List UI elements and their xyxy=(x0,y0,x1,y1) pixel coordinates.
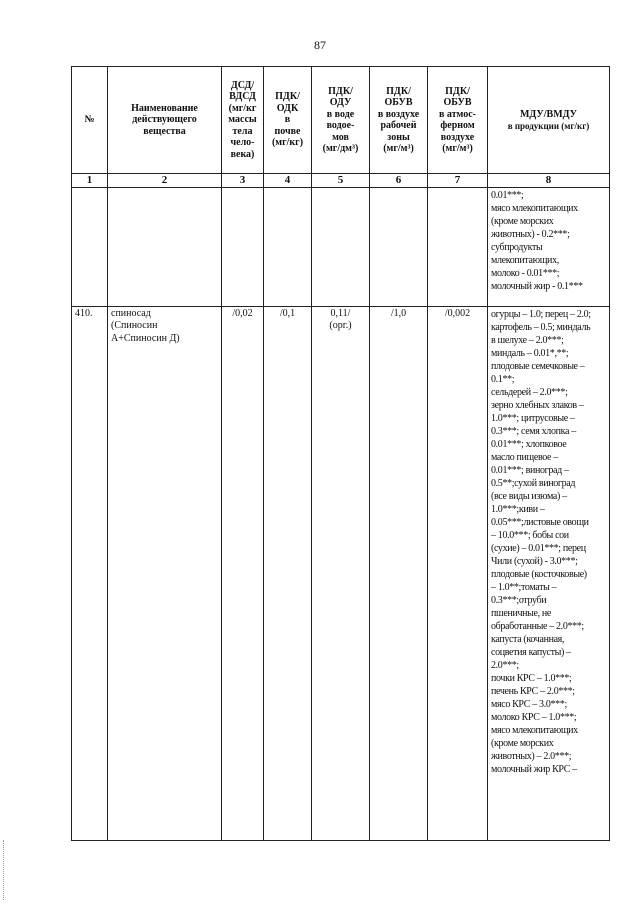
column-number: 4 xyxy=(264,174,312,188)
text-line: действующего xyxy=(132,114,197,126)
text-line: (все виды изюма) – xyxy=(491,490,567,502)
pdk-work-air-value xyxy=(370,187,428,306)
text-line: субпродукты xyxy=(491,241,543,253)
dsd-value xyxy=(222,187,264,306)
text-line: 0.01***; хлопковое xyxy=(491,438,567,450)
text-line: 0.05***;листовые овощи xyxy=(491,516,589,528)
text-line: зоны xyxy=(387,131,410,143)
text-line: 0.01***; xyxy=(491,189,524,201)
header-col-pdk-work-air xyxy=(370,67,428,174)
text-line: в атмос- xyxy=(438,108,476,120)
text-line: – 1.0**;томаты – xyxy=(491,581,557,593)
text-line: (мг/кг xyxy=(228,102,257,114)
text-line: в продукции (мг/кг) xyxy=(507,120,590,131)
text-line: ОДК xyxy=(276,102,299,114)
text-line: Наименование xyxy=(131,102,198,114)
text-line: в воздухе xyxy=(377,108,420,120)
pdk-atm-air-value: /0,002 xyxy=(428,306,488,840)
text-line: рабочей xyxy=(380,120,417,131)
text-line: тела xyxy=(232,125,253,137)
text-line: животных) - 0.2***; xyxy=(491,228,570,240)
text-line: сельдерей – 2.0***; xyxy=(491,386,568,398)
text-line: – 10.0***; бобы сои xyxy=(491,529,569,541)
text-line: миндаль – 0.01*,**; xyxy=(491,347,569,359)
scan-edge-marks xyxy=(3,840,8,900)
substance-table xyxy=(71,66,610,841)
text-line: 2.0***; xyxy=(491,659,519,671)
text-line: массы xyxy=(228,114,257,126)
text-line: 1.0***; цитрусовые – xyxy=(491,412,575,424)
pdk-soil-value xyxy=(264,187,312,306)
row-number: 410. xyxy=(72,306,108,840)
text-line: мясо КРС – 3.0***; xyxy=(491,698,567,710)
text-line: ПДК/ xyxy=(386,85,411,97)
text-line: ПДК/ xyxy=(275,91,300,103)
mdu-values xyxy=(488,187,610,306)
text-line: (орг.) xyxy=(329,320,352,332)
text-line: (сухие) – 0.01***; перец xyxy=(491,542,586,554)
text-line: (мг/дм³) xyxy=(322,143,359,154)
text-line: А+Спиносин Д) xyxy=(111,332,180,344)
text-line: животных) – 2.0***; xyxy=(491,750,572,762)
text-line: мясо млекопитающих xyxy=(491,202,578,214)
text-line: 0.01***; виноград – xyxy=(491,464,569,476)
text-line: масло пищевое – xyxy=(491,451,558,463)
header-col-number: № xyxy=(72,67,108,174)
text-line: ОБУВ xyxy=(443,97,472,108)
column-number: 1 xyxy=(72,174,108,188)
text-line: ОДУ xyxy=(329,97,352,108)
text-line: 0.1**; xyxy=(491,373,515,385)
text-line: (мг/м³) xyxy=(442,143,473,154)
header-row xyxy=(72,67,610,174)
mdu-values xyxy=(488,306,610,840)
text-line: огурцы – 1.0; перец – 2.0; xyxy=(491,308,591,320)
table-row xyxy=(72,187,610,306)
text-line: вещества xyxy=(143,125,186,137)
text-line: молоко - 0.01***; xyxy=(491,267,560,279)
pdk-atm-air-value xyxy=(428,187,488,306)
text-line: ОБУВ xyxy=(384,97,413,108)
text-line: (кроме морских xyxy=(491,215,554,227)
text-line: (мг/кг) xyxy=(271,137,304,149)
header-col-dsd xyxy=(222,67,264,174)
text-line: 0.3***;отруби xyxy=(491,594,547,606)
pdk-work-air-value: /1,0 xyxy=(370,306,428,840)
header-col-substance-name xyxy=(108,67,222,174)
text-line: спиносад xyxy=(111,307,151,319)
text-line: ДСД/ xyxy=(230,79,255,91)
text-line: ПДК/ xyxy=(328,85,353,97)
text-line: 0.3***; семя хлопка – xyxy=(491,425,576,437)
substance-name xyxy=(108,187,222,306)
table-row xyxy=(72,306,610,840)
header-col-pdk-water xyxy=(312,67,370,174)
column-number: 5 xyxy=(312,174,370,188)
text-line: 0.5**;сухой виноград xyxy=(491,477,576,489)
text-line: (мг/м³) xyxy=(383,143,414,154)
text-line: почки КРС – 1.0***; xyxy=(491,672,572,684)
text-line: МДУ/ВМДУ xyxy=(519,109,577,121)
text-line: соцветия капусты) – xyxy=(491,646,571,658)
text-line: века) xyxy=(230,148,255,160)
text-line: ПДК/ xyxy=(445,85,470,97)
text-line: чело- xyxy=(230,137,255,149)
text-line: обработанные – 2.0***; xyxy=(491,620,584,632)
text-line: молоко КРС – 1.0***; xyxy=(491,711,577,723)
text-line: молочный жир - 0.1*** xyxy=(491,280,583,292)
column-number: 2 xyxy=(108,174,222,188)
column-number: 8 xyxy=(488,174,610,188)
substance-name xyxy=(108,306,222,840)
text-line: ВДСД xyxy=(229,91,256,103)
text-line: капуста (кочанная, xyxy=(491,633,565,645)
column-number: 7 xyxy=(428,174,488,188)
dsd-value: /0,02 xyxy=(222,306,264,840)
text-line: мов xyxy=(332,131,349,143)
text-line: мясо млекопитающих xyxy=(491,724,578,736)
text-line: плодовые (косточковые) xyxy=(491,568,587,580)
text-line: молочный жир КРС – xyxy=(491,763,577,775)
page-number: 87 xyxy=(314,38,326,52)
text-line: водое- xyxy=(326,120,355,131)
header-col-mdu xyxy=(488,67,610,174)
row-number xyxy=(72,187,108,306)
text-line: картофель – 0.5; миндаль xyxy=(491,321,591,333)
text-line: зерно хлебных злаков – xyxy=(491,399,584,411)
column-number: 6 xyxy=(370,174,428,188)
text-line: в воде xyxy=(326,108,355,120)
text-line: плодовые семечковые – xyxy=(491,360,585,372)
text-line: 0,11/ xyxy=(330,307,351,319)
text-line: 1.0***;киви – xyxy=(491,503,545,515)
text-line: пшеничные, не xyxy=(491,607,551,619)
text-line: млекопитающих, xyxy=(491,254,559,266)
text-line: Чили (сухой) - 3.0***; xyxy=(491,555,578,567)
text-line: ферном xyxy=(440,120,475,131)
text-line: (кроме морских xyxy=(491,737,554,749)
text-line: почве xyxy=(274,125,301,137)
pdk-soil-value: /0,1 xyxy=(264,306,312,840)
column-number-row xyxy=(72,174,610,188)
pdk-water-value xyxy=(312,187,370,306)
pdk-water-value xyxy=(312,306,370,840)
header-col-pdk-atm-air xyxy=(428,67,488,174)
text-line: воздухе xyxy=(440,131,475,143)
text-line: (Спиносин xyxy=(111,320,158,332)
header-col-pdk-soil xyxy=(264,67,312,174)
column-number: 3 xyxy=(222,174,264,188)
text-line: печень КРС – 2.0***; xyxy=(491,685,575,697)
text-line: в xyxy=(284,114,291,126)
text-line: в шелухе – 2.0***; xyxy=(491,334,564,346)
